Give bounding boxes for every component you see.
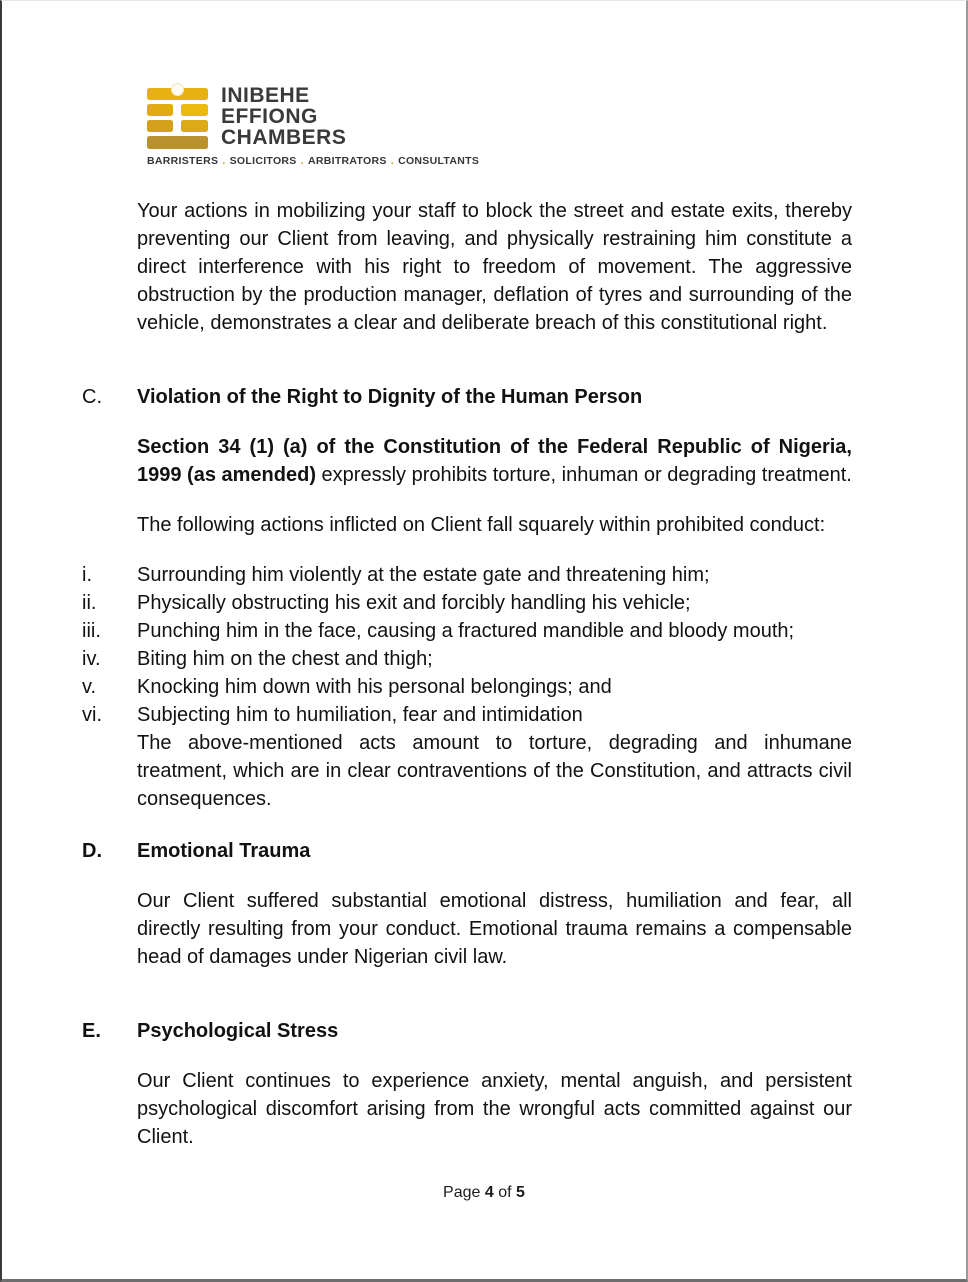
tagline-word: CONSULTANTS [398,155,480,167]
spacer [82,433,137,511]
page-footer [2,1184,966,1202]
section-d-title: Emotional Trauma [137,840,311,862]
letterhead [147,85,966,167]
page-label: Page [443,1184,481,1201]
logo-bar [147,136,208,149]
list-item-numeral: i. [82,564,92,586]
intro-paragraph: Your actions in mobilizing your staff to block the street and estate exits, thereby preventing our Client from leaving, and physically restraining him constitute a direct interference with his right to freedom of movement. The aggressive obstruction by the production manager, deflation of tyres and surrounding of the vehicle, demonstrates a clear and deliberate breach of this constitutional right. [137,200,852,334]
list-item-numeral: iv. [82,648,101,670]
tagline-word: SOLICITORS [229,155,297,167]
list-item-text: Subjecting him to humiliation, fear and intimidation [137,704,583,726]
section-e-paragraph: Our Client continues to experience anxiety, mental anguish, and persistent psychological discomfort arising from the wrongful acts committed against our Client. [137,1070,852,1148]
spacer [82,1067,137,1173]
section-d-paragraph: Our Client suffered substantial emotional distress, humiliation and fear, all directly resulting from your conduct. Emotional trauma remains a compensable head of damages under Nigerian civil law. [137,890,852,968]
list-item-numeral: v. [82,676,97,698]
logo-bar [181,104,208,116]
logo-bar [181,120,208,132]
tagline-word: ARBITRATORS [307,155,387,167]
firm-name-line: CHAMBERS [221,126,347,149]
section-c-paragraph-2: The following actions inflicted on Client fall squarely within prohibited conduct: [137,514,826,536]
of-label: of [498,1184,512,1201]
tagline-word: BARRISTERS [147,155,219,167]
list-item [82,701,852,729]
spacer [82,887,137,993]
spacer [82,729,137,813]
tagline-dot: . [222,155,226,167]
list-item-numeral: iii. [82,620,101,642]
total-pages: 5 [516,1184,525,1201]
spacer [82,197,137,359]
list-item [82,589,852,617]
section-d-heading [82,837,852,865]
logo-bar [147,104,173,116]
section-c-title: Violation of the Right to Dignity of the Human Person [137,386,643,408]
list-conclusion [82,729,852,813]
statute-citation: Section 34 (1) (a) of the Constitution of the Federal Republic of Nigeria, 1999 (as amended) [137,436,852,486]
list-item-text: Punching him in the face, causing a fractured mandible and bloody mouth; [137,620,795,642]
list-item-text: Knocking him down with his personal belongings; and [137,676,612,698]
firm-logo-icon [147,85,208,148]
statute-citation-rest: expressly prohibits torture, inhuman or degrading treatment. [315,464,852,486]
firm-name [221,85,346,148]
section-e-title: Psychological Stress [137,1020,339,1042]
list-item [82,673,852,701]
list-item-numeral: vi. [82,704,102,726]
page-number: 4 [484,1184,494,1201]
list-item-numeral: ii. [82,592,97,614]
list-item [82,645,852,673]
firm-tagline [147,155,966,167]
prohibited-conduct-list [82,561,852,813]
list-item [82,617,852,645]
list-item-text: Physically obstructing his exit and forcibly handling his vehicle; [137,592,691,614]
letter-body [82,197,852,1173]
section-e-heading [82,1017,852,1045]
section-d-label: D. [82,840,102,862]
tagline-dot: . [300,155,304,167]
firm-name-line: INIBEHE [221,84,310,107]
list-item [82,561,852,589]
section-c-label: C. [82,386,102,408]
list-item-text: Biting him on the chest and thigh; [137,648,433,670]
section-e-label: E. [82,1020,101,1042]
firm-name-line: EFFIONG [221,105,318,128]
list-item-text: Surrounding him violently at the estate gate and threatening him; [137,564,710,586]
list-conclusion-text: The above-mentioned acts amount to torture, degrading and inhumane treatment, which are in clear contraventions of the Constitution, and attracts civil consequences. [137,732,852,810]
section-c-paragraph-1 [137,433,852,489]
logo-head-circle [171,83,184,96]
spacer [82,511,137,561]
tagline-dot: . [390,155,395,167]
section-c-heading [82,383,852,411]
logo-bar [147,120,173,132]
